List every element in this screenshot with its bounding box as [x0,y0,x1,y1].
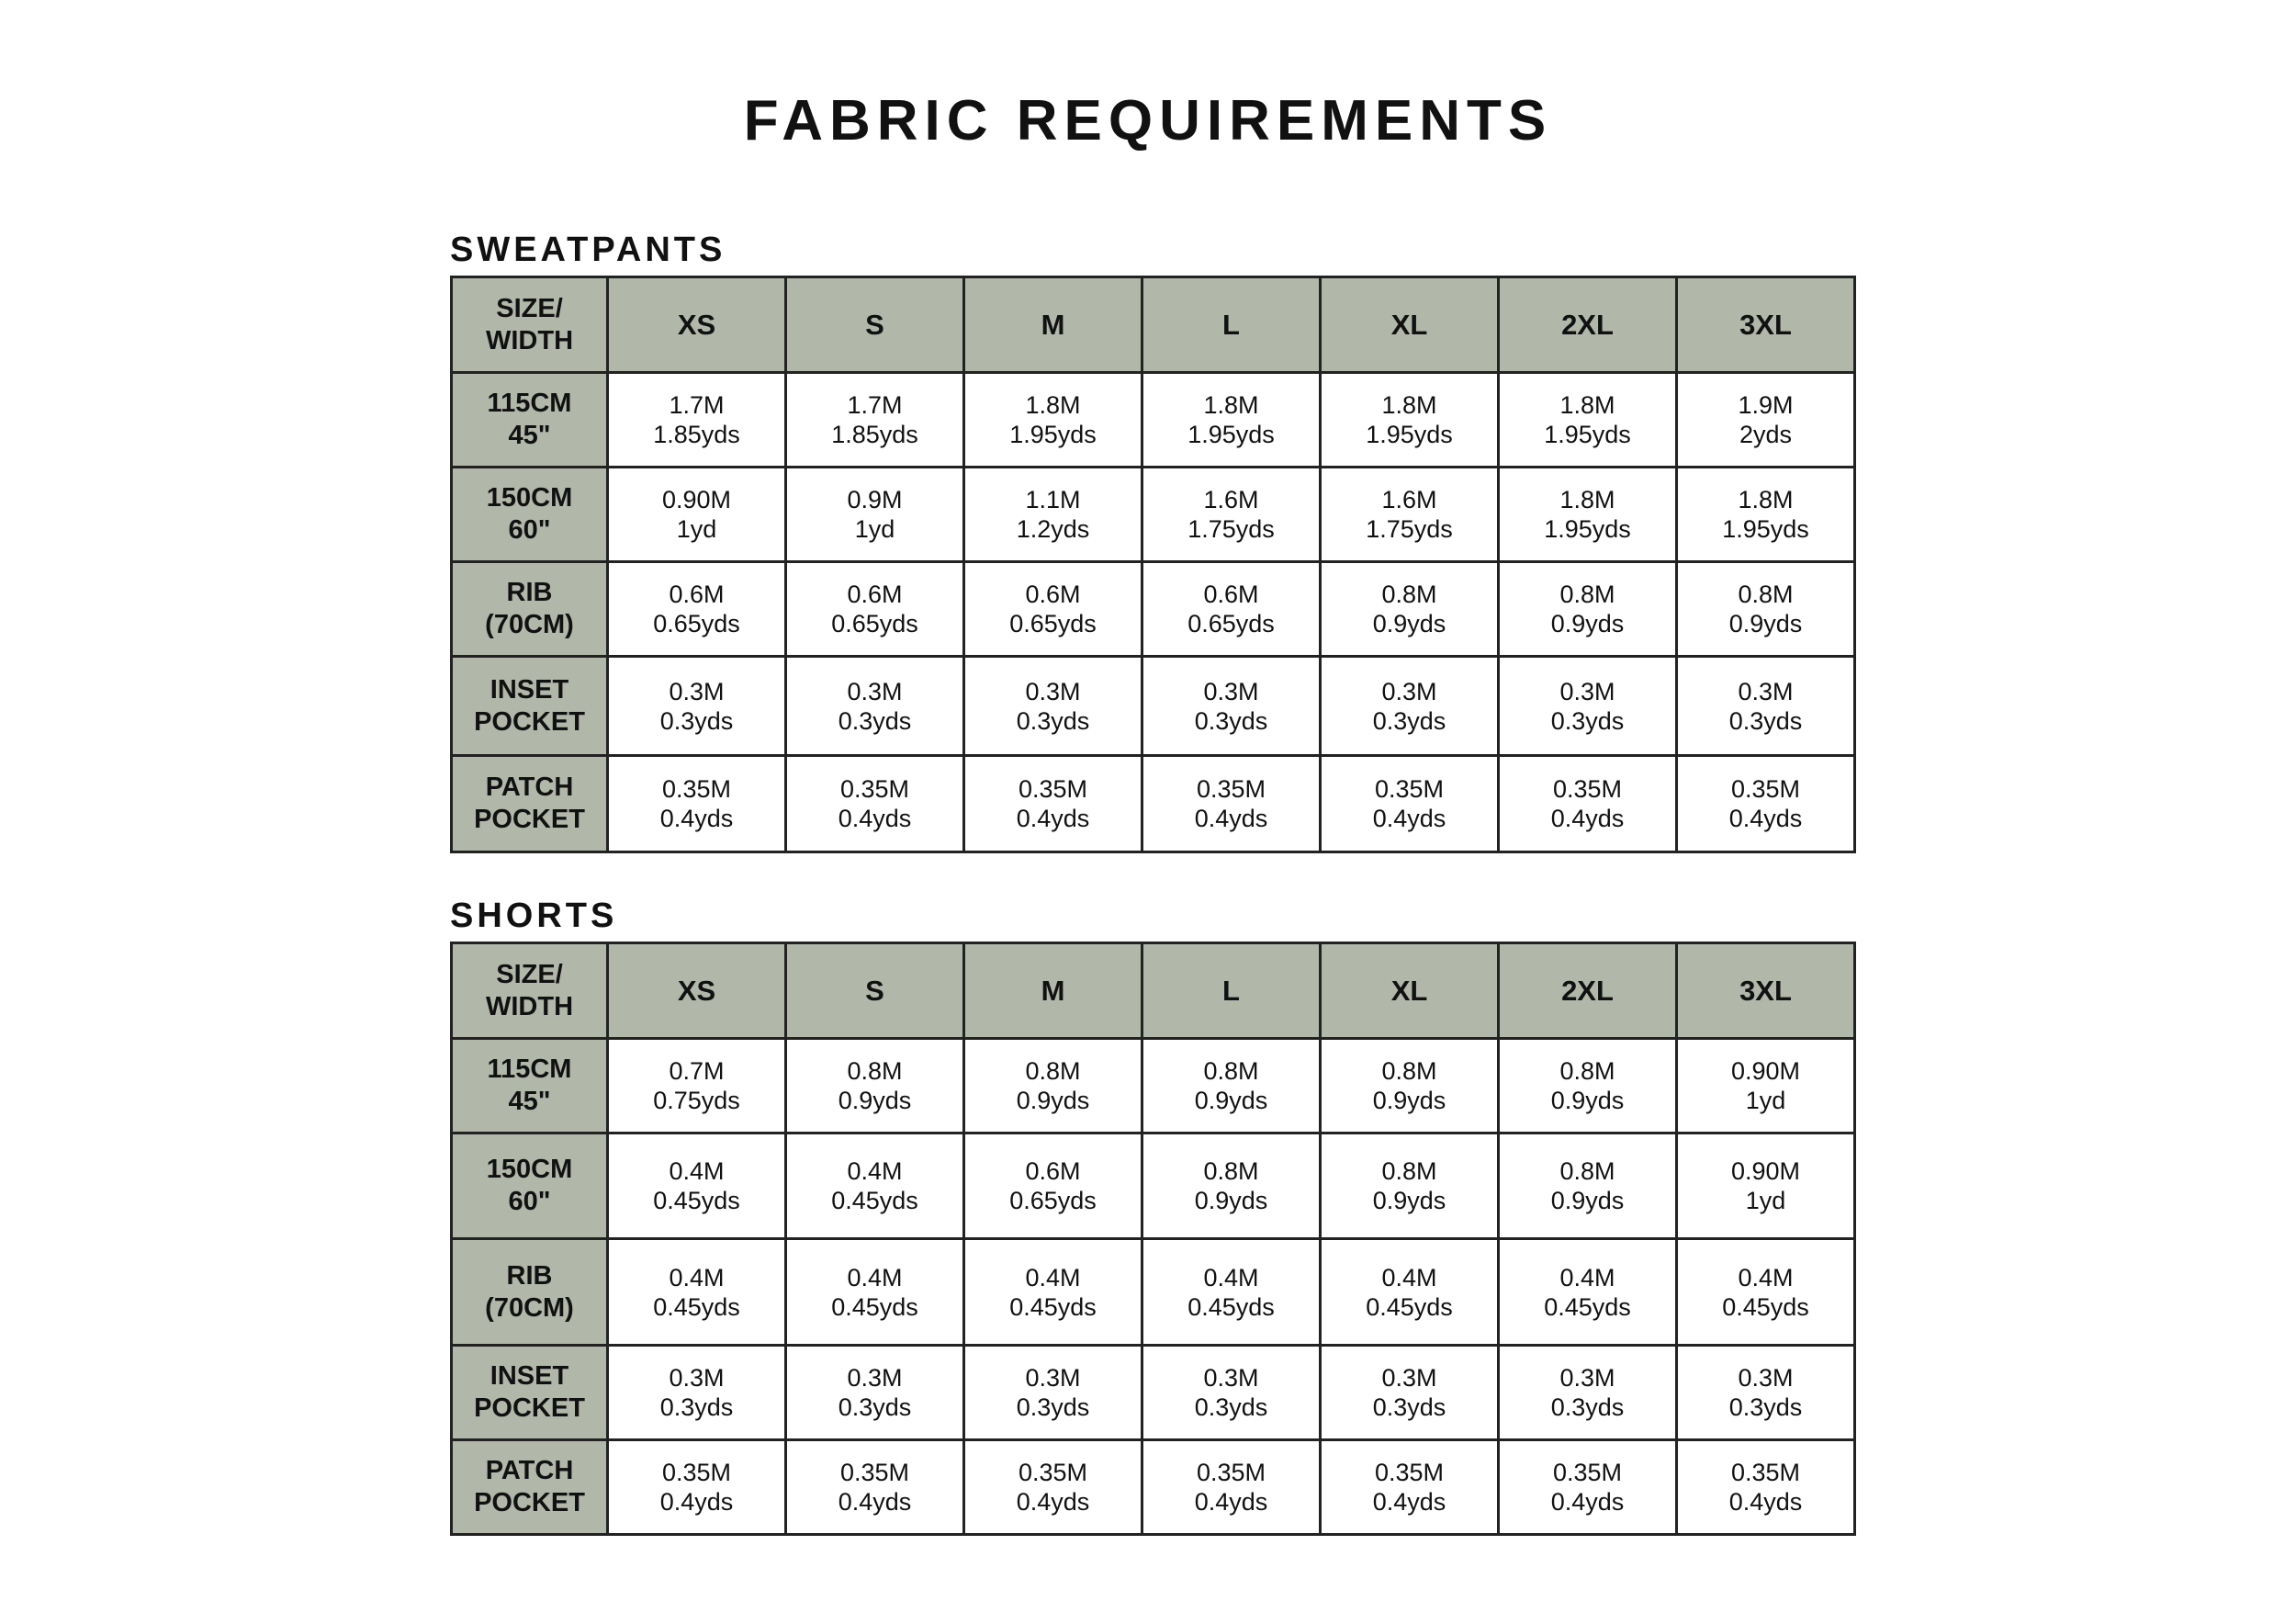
shorts-section [450,896,1856,1536]
row-label-line: RIB [506,578,553,607]
table-cell [786,373,964,468]
table-cell [1499,1039,1677,1133]
row-label [452,756,608,852]
yards-value: 0.3yds [659,706,734,735]
meters-value: 0.3M [1203,1364,1259,1392]
table-cell [786,1133,964,1239]
yards-value: 0.9yds [1372,610,1446,637]
meters-value: 0.3M [1025,677,1081,705]
meters-value: 0.6M [847,581,903,608]
fabric-table [450,942,1856,1536]
row-label-line: 115CM [487,1054,572,1084]
yards-value: 0.9yds [1550,1187,1625,1214]
header-row [452,943,1855,1039]
meters-value: 0.90M [661,486,732,513]
meters-value: 0.8M [1559,1157,1615,1185]
yards-value: 0.45yds [1187,1292,1275,1321]
meters-value: 1.8M [1381,391,1437,419]
section-title: SWEATPANTS [450,231,726,269]
meters-value: 1.8M [1025,391,1081,419]
meters-value: 0.9M [847,486,903,513]
table-cell [1321,1133,1499,1239]
meters-value: 0.3M [1738,1364,1794,1392]
meters-value: 0.6M [1203,581,1259,608]
meters-value: 0.35M [661,775,732,803]
yards-value: 0.3yds [1372,1393,1446,1421]
yards-value: 0.65yds [653,610,740,637]
table-cell [608,1440,786,1535]
section-title: SHORTS [450,897,618,935]
row-label-line: 150CM [486,483,573,513]
meters-value: 0.35M [1196,775,1266,803]
meters-value: 0.35M [661,1459,732,1486]
row-label-line: 45" [508,1087,551,1116]
yards-value: 0.9yds [1550,610,1625,637]
table-cell [1321,1440,1499,1535]
row-label-line: POCKET [474,706,585,737]
yards-value: 0.3yds [1372,706,1446,735]
meters-value: 0.8M [1203,1057,1259,1085]
row-label [452,657,608,756]
table-cell [1499,1133,1677,1239]
table-cell [1499,1440,1677,1535]
meters-value: 0.35M [1374,775,1445,803]
yards-value: 2yds [1739,421,1793,448]
table-cell [1321,468,1499,562]
meters-value: 0.4M [1025,1263,1081,1291]
table-cell [608,1039,786,1133]
table-cell [1321,1039,1499,1133]
meters-value: 0.35M [1196,1459,1266,1486]
table-row [452,1039,1855,1133]
yards-value: 0.4yds [1550,805,1625,832]
sweatpants-section [450,230,1856,853]
row-label-line: INSET [490,674,569,705]
table-cell [1677,562,1855,657]
meters-value: 0.8M [1381,581,1437,608]
yards-value: 0.4yds [1194,805,1268,832]
table-cell [1677,1133,1855,1239]
page-title: FABRIC REQUIREMENTS [743,89,1553,152]
meters-value: 0.3M [847,1364,903,1392]
yards-value: 0.9yds [1550,1087,1625,1114]
row-label-line: (70CM) [485,610,574,639]
table-row [452,1440,1855,1535]
table-cell [608,468,786,562]
table-cell [1142,1440,1321,1535]
table-cell [1677,657,1855,756]
table-cell [1321,1239,1499,1346]
meters-value: 0.35M [1018,775,1088,803]
table-cell [608,1133,786,1239]
meters-value: 0.3M [669,1364,725,1392]
table-cell [1677,1039,1855,1133]
yards-value: 1.75yds [1187,515,1275,543]
meters-value: 0.90M [1730,1157,1801,1185]
meters-value: 0.3M [847,677,903,705]
row-label-line: INSET [490,1361,569,1391]
table-cell [1142,1039,1321,1133]
yards-value: 0.65yds [1009,1187,1097,1214]
yards-value: 0.9yds [1194,1187,1268,1214]
table-cell [964,1440,1142,1535]
row-label [452,1440,608,1535]
yards-value: 0.4yds [1372,1488,1446,1516]
meters-value: 0.3M [1203,677,1259,705]
row-label-line: PATCH [485,773,574,802]
meters-value: 0.35M [1730,775,1801,803]
yards-value: 0.4yds [1728,805,1803,832]
table-cell [608,373,786,468]
table-cell [1142,1133,1321,1239]
yards-value: 0.3yds [1016,1393,1090,1421]
meters-value: 0.8M [1559,1057,1615,1085]
meters-value: 0.8M [847,1057,903,1085]
yards-value: 0.3yds [659,1393,734,1421]
yards-value: 0.65yds [831,610,918,637]
meters-value: 0.6M [1025,1157,1081,1185]
meters-value: 1.8M [1738,486,1794,513]
row-label [452,1133,608,1239]
yards-value: 0.4yds [1194,1488,1268,1516]
table-cell [608,657,786,756]
meters-value: 1.1M [1025,486,1081,513]
table-cell [1677,756,1855,852]
size-header: L [1142,277,1321,373]
meters-value: 0.4M [847,1157,903,1185]
yards-value: 1.85yds [653,421,740,448]
row-label-line: 60" [508,515,551,545]
yards-value: 0.45yds [1544,1292,1631,1321]
yards-value: 0.3yds [1016,706,1090,735]
table-row [452,468,1855,562]
size-header: XS [608,277,786,373]
meters-value: 0.4M [669,1263,725,1291]
table-cell [964,373,1142,468]
yards-value: 0.3yds [1550,1393,1625,1421]
meters-value: 0.8M [1381,1057,1437,1085]
table-cell [964,468,1142,562]
size-header: XS [608,943,786,1039]
header-row [452,277,1855,373]
table-cell [1321,1346,1499,1440]
meters-value: 1.7M [847,391,903,419]
table-cell [1677,373,1855,468]
yards-value: 0.4yds [659,1488,734,1516]
yards-value: 1.95yds [1187,421,1275,448]
meters-value: 0.4M [1559,1263,1615,1291]
yards-value: 0.3yds [1728,1393,1803,1421]
table-row [452,1239,1855,1346]
size-header: M [964,943,1142,1039]
fabric-table [450,276,1856,853]
yards-value: 0.65yds [1009,610,1097,637]
meters-value: 0.35M [839,775,910,803]
meters-value: 0.3M [1559,1364,1615,1392]
table-cell [1142,373,1321,468]
table-cell [1142,657,1321,756]
table-cell [786,756,964,852]
yards-value: 0.4yds [1016,805,1090,832]
meters-value: 0.3M [1381,1364,1437,1392]
meters-value: 0.35M [1018,1459,1088,1486]
yards-value: 0.4yds [1016,1488,1090,1516]
meters-value: 0.35M [839,1459,910,1486]
yards-value: 1.95yds [1544,515,1631,543]
meters-value: 0.3M [1738,677,1794,705]
table-cell [1677,1239,1855,1346]
yards-value: 0.75yds [653,1087,740,1114]
yards-value: 0.3yds [838,1393,912,1421]
meters-value: 0.3M [1025,1364,1081,1392]
yards-value: 1yd [1745,1087,1786,1114]
table-cell [964,1239,1142,1346]
table-cell [964,1346,1142,1440]
meters-value: 0.8M [1559,581,1615,608]
row-label-line: PATCH [485,1456,574,1485]
size-header: M [964,277,1142,373]
table-cell [1321,657,1499,756]
yards-value: 1.95yds [1366,421,1453,448]
yards-value: 0.4yds [838,805,912,832]
meters-value: 1.8M [1559,391,1615,419]
table-cell [1677,468,1855,562]
meters-value: 1.6M [1381,486,1437,513]
table-cell [1142,756,1321,852]
yards-value: 0.4yds [659,805,734,832]
table-cell [1499,1239,1677,1346]
yards-value: 0.3yds [838,706,912,735]
row-label [452,1346,608,1440]
table-cell [1499,468,1677,562]
yards-value: 1yd [854,515,895,543]
table-cell [786,468,964,562]
table-cell [1321,562,1499,657]
table-cell [786,1239,964,1346]
yards-value: 0.9yds [1372,1187,1446,1214]
yards-value: 0.3yds [1194,706,1268,735]
size-header: S [786,277,964,373]
meters-value: 0.7M [669,1057,725,1085]
row-label [452,1039,608,1133]
yards-value: 0.45yds [1722,1292,1809,1321]
table-row [452,1346,1855,1440]
yards-value: 0.4yds [1728,1488,1803,1516]
yards-value: 1.95yds [1722,515,1809,543]
size-width-corner [452,277,608,373]
table-cell [1677,1346,1855,1440]
table-cell [964,562,1142,657]
yards-value: 0.9yds [838,1087,912,1114]
table-cell [786,1440,964,1535]
size-header: L [1142,943,1321,1039]
size-header: XL [1321,943,1499,1039]
table-cell [1142,468,1321,562]
size-header: 3XL [1677,277,1855,373]
yards-value: 1yd [1745,1187,1786,1214]
table-cell [1142,1346,1321,1440]
meters-value: 0.4M [1738,1263,1794,1291]
yards-value: 1.95yds [1544,421,1631,448]
table-cell [1499,657,1677,756]
corner-label-line: WIDTH [485,991,574,1021]
table-cell [786,562,964,657]
size-header: XL [1321,277,1499,373]
size-header: 2XL [1499,943,1677,1039]
meters-value: 0.8M [1203,1157,1259,1185]
table-cell [1677,1440,1855,1535]
meters-value: 0.8M [1738,581,1794,608]
row-label-line: POCKET [474,1393,585,1423]
table-cell [964,756,1142,852]
yards-value: 0.3yds [1728,706,1803,735]
meters-value: 0.35M [1552,1459,1623,1486]
table-cell [608,756,786,852]
yards-value: 1.95yds [1009,421,1097,448]
row-label-line: 150CM [486,1155,573,1184]
yards-value: 1yd [676,515,717,543]
table-row [452,373,1855,468]
yards-value: 1.85yds [831,421,918,448]
row-label [452,562,608,657]
row-label-line: 115CM [487,389,572,418]
yards-value: 0.45yds [653,1292,740,1321]
yards-value: 0.4yds [1372,805,1446,832]
row-label-line: POCKET [474,805,585,834]
table-row [452,756,1855,852]
meters-value: 1.9M [1738,391,1794,419]
table-cell [1321,373,1499,468]
table-row [452,1133,1855,1239]
meters-value: 0.4M [669,1157,725,1185]
size-header: S [786,943,964,1039]
yards-value: 0.45yds [831,1187,918,1214]
meters-value: 0.3M [1381,677,1437,705]
meters-value: 1.7M [669,391,725,419]
yards-value: 0.9yds [1194,1087,1268,1114]
row-label [452,373,608,468]
table-cell [786,1346,964,1440]
meters-value: 0.35M [1730,1459,1801,1486]
meters-value: 0.6M [1025,581,1081,608]
row-label [452,468,608,562]
table-row [452,562,1855,657]
meters-value: 0.6M [669,581,725,608]
meters-value: 0.35M [1552,775,1623,803]
row-label [452,1239,608,1346]
yards-value: 0.45yds [1009,1292,1097,1321]
table-cell [786,657,964,756]
yards-value: 0.45yds [1366,1292,1453,1321]
yards-value: 0.9yds [1016,1087,1090,1114]
meters-value: 1.8M [1203,391,1259,419]
meters-value: 0.3M [669,677,725,705]
meters-value: 1.8M [1559,486,1615,513]
row-label-line: 60" [508,1187,551,1216]
meters-value: 0.8M [1381,1157,1437,1185]
table-cell [1321,756,1499,852]
yards-value: 1.75yds [1366,515,1453,543]
table-cell [1142,562,1321,657]
table-cell [608,1239,786,1346]
yards-value: 0.9yds [1728,610,1803,637]
table-cell [608,1346,786,1440]
table-cell [1499,756,1677,852]
yards-value: 0.65yds [1187,610,1275,637]
corner-label-line: SIZE/ [496,293,563,323]
table-cell [1499,1346,1677,1440]
yards-value: 0.9yds [1372,1087,1446,1114]
table-cell [964,1133,1142,1239]
table-row [452,657,1855,756]
row-label-line: 45" [508,421,551,450]
meters-value: 1.6M [1203,486,1259,513]
row-label-line: POCKET [474,1488,585,1517]
corner-label-line: SIZE/ [496,959,563,989]
table-cell [608,562,786,657]
size-header: 2XL [1499,277,1677,373]
meters-value: 0.35M [1374,1459,1445,1486]
yards-value: 0.4yds [838,1488,912,1516]
meters-value: 0.4M [1381,1263,1437,1291]
corner-label-line: WIDTH [485,325,574,355]
table-cell [1142,1239,1321,1346]
yards-value: 0.45yds [831,1292,918,1321]
table-cell [786,1039,964,1133]
meters-value: 0.3M [1559,677,1615,705]
table-cell [964,1039,1142,1133]
table-cell [964,657,1142,756]
meters-value: 0.4M [847,1263,903,1291]
yards-value: 1.2yds [1016,515,1090,543]
yards-value: 0.4yds [1550,1488,1625,1516]
row-label-line: RIB [506,1260,553,1291]
yards-value: 0.45yds [653,1187,740,1214]
size-header: 3XL [1677,943,1855,1039]
yards-value: 0.3yds [1550,706,1625,735]
meters-value: 0.8M [1025,1057,1081,1085]
meters-value: 0.4M [1203,1263,1259,1291]
table-cell [1499,373,1677,468]
row-label-line: (70CM) [485,1292,574,1323]
table-cell [1499,562,1677,657]
size-width-corner [452,943,608,1039]
meters-value: 0.90M [1730,1057,1801,1085]
yards-value: 0.3yds [1194,1393,1268,1421]
